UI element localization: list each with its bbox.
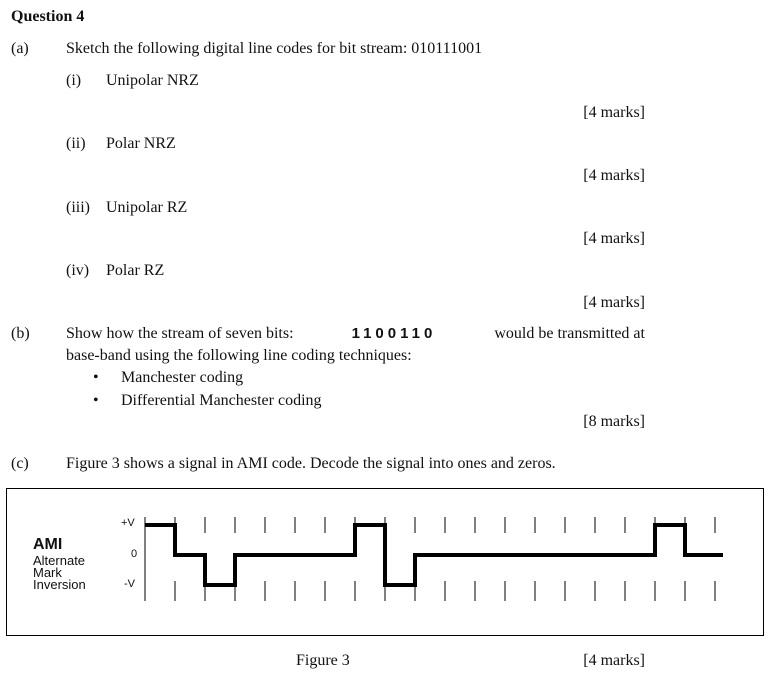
level-label-minus: -V bbox=[124, 578, 135, 590]
item-marks: [4 marks] bbox=[583, 104, 645, 121]
part-b-label: (b) bbox=[11, 325, 30, 342]
bit-stream: 1100110 bbox=[351, 325, 437, 342]
part-b-line1 bbox=[66, 325, 645, 343]
item-text: Polar NRZ bbox=[106, 135, 176, 152]
ami-waveform bbox=[7, 489, 763, 635]
item-text: Unipolar RZ bbox=[106, 199, 188, 216]
level-label-plus: +V bbox=[121, 517, 135, 529]
item-marks: [4 marks] bbox=[583, 230, 645, 247]
subtitle-line: Inversion bbox=[33, 577, 86, 592]
item-num: (ii) bbox=[66, 135, 86, 152]
item-num: (iii) bbox=[66, 199, 90, 216]
figure-3 bbox=[6, 488, 764, 636]
part-c-label: (c) bbox=[11, 455, 29, 472]
item-text: Unipolar NRZ bbox=[106, 72, 199, 89]
question-title: Question 4 bbox=[11, 8, 85, 25]
subtitle-line: Mark bbox=[33, 565, 62, 580]
part-c-marks: [4 marks] bbox=[583, 652, 645, 669]
level-label-zero: 0 bbox=[131, 548, 138, 560]
part-b-prompt-end: would be transmitted at bbox=[494, 325, 645, 342]
item-marks: [4 marks] bbox=[583, 294, 645, 311]
part-b-marks: [8 marks] bbox=[583, 413, 645, 430]
figure-heading: AMI bbox=[33, 536, 63, 553]
figure-caption: Figure 3 bbox=[296, 652, 350, 669]
item-num: (i) bbox=[66, 72, 82, 89]
part-c-prompt: Figure 3 shows a signal in AMI code. Decode the signal into ones and zeros. bbox=[66, 455, 556, 472]
item-text: Polar RZ bbox=[106, 262, 165, 279]
item-marks: [4 marks] bbox=[583, 167, 645, 184]
part-a-prompt: Sketch the following digital line codes for bit stream: 010111001 bbox=[66, 40, 483, 57]
part-b-prompt-start: Show how the stream of seven bits: bbox=[66, 325, 294, 342]
ami-signal-line bbox=[145, 525, 723, 585]
bullet-dot: • bbox=[93, 392, 99, 409]
item-num: (iv) bbox=[66, 262, 90, 279]
bullet-dot: • bbox=[93, 369, 99, 386]
subtitle-line: Alternate bbox=[33, 553, 86, 568]
bullet-item: Manchester coding bbox=[121, 369, 244, 386]
part-a-label: (a) bbox=[11, 40, 29, 57]
part-b-line2: base-band using the following line coding techniques: bbox=[66, 347, 412, 364]
bullet-item: Differential Manchester coding bbox=[121, 392, 322, 409]
